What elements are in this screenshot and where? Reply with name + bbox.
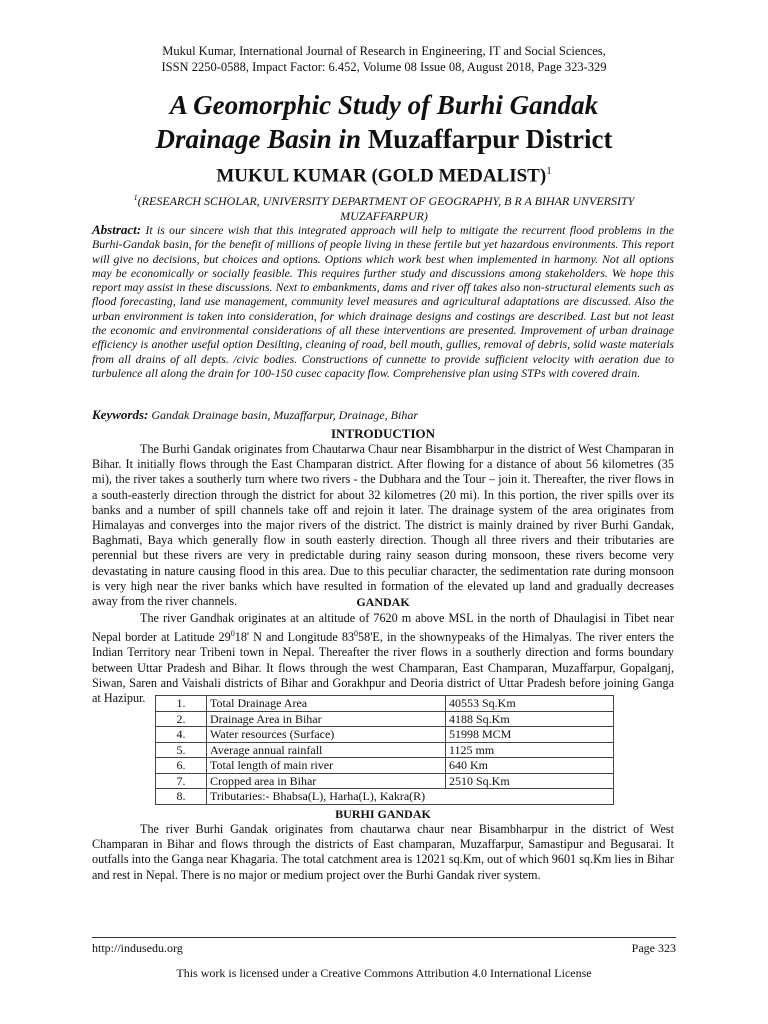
keywords-label: Keywords: (92, 407, 149, 422)
table-row (156, 727, 614, 743)
row-number: 8. (156, 789, 207, 805)
journal-header-line-2: ISSN 2250-0588, Impact Factor: 6.452, Volume 08 Issue 08, August 2018, Page 323-329 (161, 60, 607, 74)
footer-divider (92, 937, 676, 938)
footer-url: http://indusedu.org (92, 941, 183, 955)
table-row (156, 711, 614, 727)
abstract-paragraph (92, 223, 674, 380)
author-name-text: MUKUL KUMAR (GOLD MEDALIST) (216, 165, 547, 187)
affiliation-superscript: 1 (133, 193, 138, 202)
table-row (156, 742, 614, 758)
row-number: 4. (156, 727, 207, 743)
title-line-1: A Geomorphic Study of Burhi Gandak (169, 90, 599, 120)
row-item: Water resources (Surface) (207, 727, 446, 743)
title-line-2-regular: Muzaffarpur District (367, 124, 613, 154)
introduction-paragraph: The Burhi Gandak originates from Chautarwa Chaur near Bisambharpur in the district of West Champaran in Bihar. It initially flows through the East Champaran district. After flowing for a distance of about 56 kilometres (35 mi), the river takes a southerly turn where two rivers - the Dubhara and the Tour – join it. Thereafter, the river flows in a south-easterly direction through the district for about 32 kilometres (20 mi). In this portion, the river spills over its banks and a number of spill channels take off and rejoin it later. The drainage system of the area originates from Himalayas and converges into the major rivers of the district. The district is mainly drained by river Burhi Gandak, Baghmati, Baya which generally flow in south easterly direction. Though all three rivers and their tributaries are perennial but these rivers are very in predictable during rainy season during monsoon, these rivers become very devastating in nature causing flood in this area. Due to this peculiar character, the sedimentation rate during monsoon is very high near the river banks which have resulted in formation of the elevated up land and gradually decreases away from the river channels. (92, 442, 674, 609)
keywords-line (92, 407, 674, 423)
table-row (156, 773, 614, 789)
row-number: 1. (156, 696, 207, 712)
row-value: 40553 Sq.Km (446, 696, 614, 712)
row-value: 51998 MCM (446, 727, 614, 743)
section-heading-gandak: GANDAK (356, 595, 410, 609)
abstract-text: It is our sincere wish that this integrated approach will help to mitigate the recurrent flood problems in the Burhi-Gandak basin, for the benefit of millions of people living in these fertile but yet hazardous environments. This report will give no decisions, but choices and options. Options which work best when implemented in harmony. Not all options may be economically or socially feasible. This requires further study and discussions among stakeholders. We hope this report may assist in these discussions. Next to embankments, dams and river off takes also non-structural elements such as flood forecasting, land use management, community level measures and agricultural adaptations are discussed. Also the urban environment is taken into consideration, for which drainage designs and costings are described. Last but not least the economic and environmental considerations of all these interventions are presented. Improvement of urban drainage efficiency is another useful option Desilting, cleaning of road, bell mouth, gullies, removal of debris, solid waste materials from all drains of all depts. /civic bodies. Constructions of cunnette to provide sufficient velocity with aeration due to turbulence all along the drain for 100-150 cusec capacity flow. Comprehensive plan using STPs with covered drain. (92, 223, 674, 380)
affiliation-text: (RESEARCH SCHOLAR, UNIVERSITY DEPARTMENT OF GEOGRAPHY, B R A BIHAR UNVERSITY MUZAFFARPUR) (137, 194, 635, 223)
row-value: 640 Km (446, 758, 614, 774)
row-number: 2. (156, 711, 207, 727)
gandak-data-table (155, 695, 614, 805)
row-value: 2510 Sq.Km (446, 773, 614, 789)
license-notice: This work is licensed under a Creative Commons Attribution 4.0 International License (176, 966, 592, 980)
degree-sup-2: 0 (354, 629, 359, 639)
title-line-2-italic: Drainage Basin in (155, 124, 368, 154)
abstract-label: Abstract: (92, 222, 142, 237)
row-item: Cropped area in Bihar (207, 773, 446, 789)
table-row (156, 696, 614, 712)
author-name (40, 165, 728, 187)
author-superscript: 1 (546, 165, 552, 177)
row-value: 1125 mm (446, 742, 614, 758)
gandak-text-b: 18' N and Longitude 83 (234, 630, 355, 645)
gandak-text-a: The river Gandhak originates at an altitude of 7620 m above MSL in the north of Dhaulagisi in Tibet near Nepal border at Latitude 29 (92, 611, 674, 645)
row-item: Drainage Area in Bihar (207, 711, 446, 727)
table-row (156, 758, 614, 774)
burhi-gandak-paragraph: The river Burhi Gandak originates from chautarwa chaur near Bisambharpur in the district of West Champaran in Bihar and flows through the districts of East champaran, Muzaffarpur, Samastipur and Begusarai. It outfalls into the Ganga near Khagaria. The total catchment area is 12021 sq.Km, out of which 9601 sq.Km lies in Bihar and rest in Nepal. There is no major or medium project over the Burhi Gandak river system. (92, 822, 674, 882)
title-line-2 (40, 122, 728, 156)
table-row (156, 789, 614, 805)
author-affiliation (90, 190, 678, 224)
row-value: 4188 Sq.Km (446, 711, 614, 727)
row-item-tributaries: Tributaries:- Bhabsa(L), Harha(L), Kakra(R) (207, 789, 614, 805)
row-item: Average annual rainfall (207, 742, 446, 758)
row-number: 6. (156, 758, 207, 774)
row-number: 5. (156, 742, 207, 758)
gandak-paragraph (92, 611, 674, 706)
keywords-text: Gandak Drainage basin, Muzaffarpur, Drainage, Bihar (151, 408, 419, 422)
row-item: Total length of main river (207, 758, 446, 774)
gandak-text-c: 58'E, in the shownypeaks of the Himalyas. The river enters the Indian Territory near Tribeni town in Nepal. Thereafter the river flows in a southerly direction and forms boundary between Uttar Pradesh and Bihar. It flows through the west Champaran, East Champaran, Muzaffarpur, Gopalganj, Siwan, Saren and Vaishali districts of Bihar and Gorakhpur and Deoria district of Uttar Pradesh before joining Ganga at Hazipur. (92, 630, 674, 706)
journal-header-line-1: Mukul Kumar, International Journal of Research in Engineering, IT and Social Sciences, (162, 44, 606, 58)
row-item: Total Drainage Area (207, 696, 446, 712)
section-heading-burhi-gandak: BURHI GANDAK (335, 807, 431, 821)
paper-title (40, 88, 728, 156)
degree-sup-1: 0 (230, 629, 235, 639)
section-heading-introduction: INTRODUCTION (330, 426, 435, 441)
footer-page-number: Page 323 (631, 941, 676, 955)
row-number: 7. (156, 773, 207, 789)
